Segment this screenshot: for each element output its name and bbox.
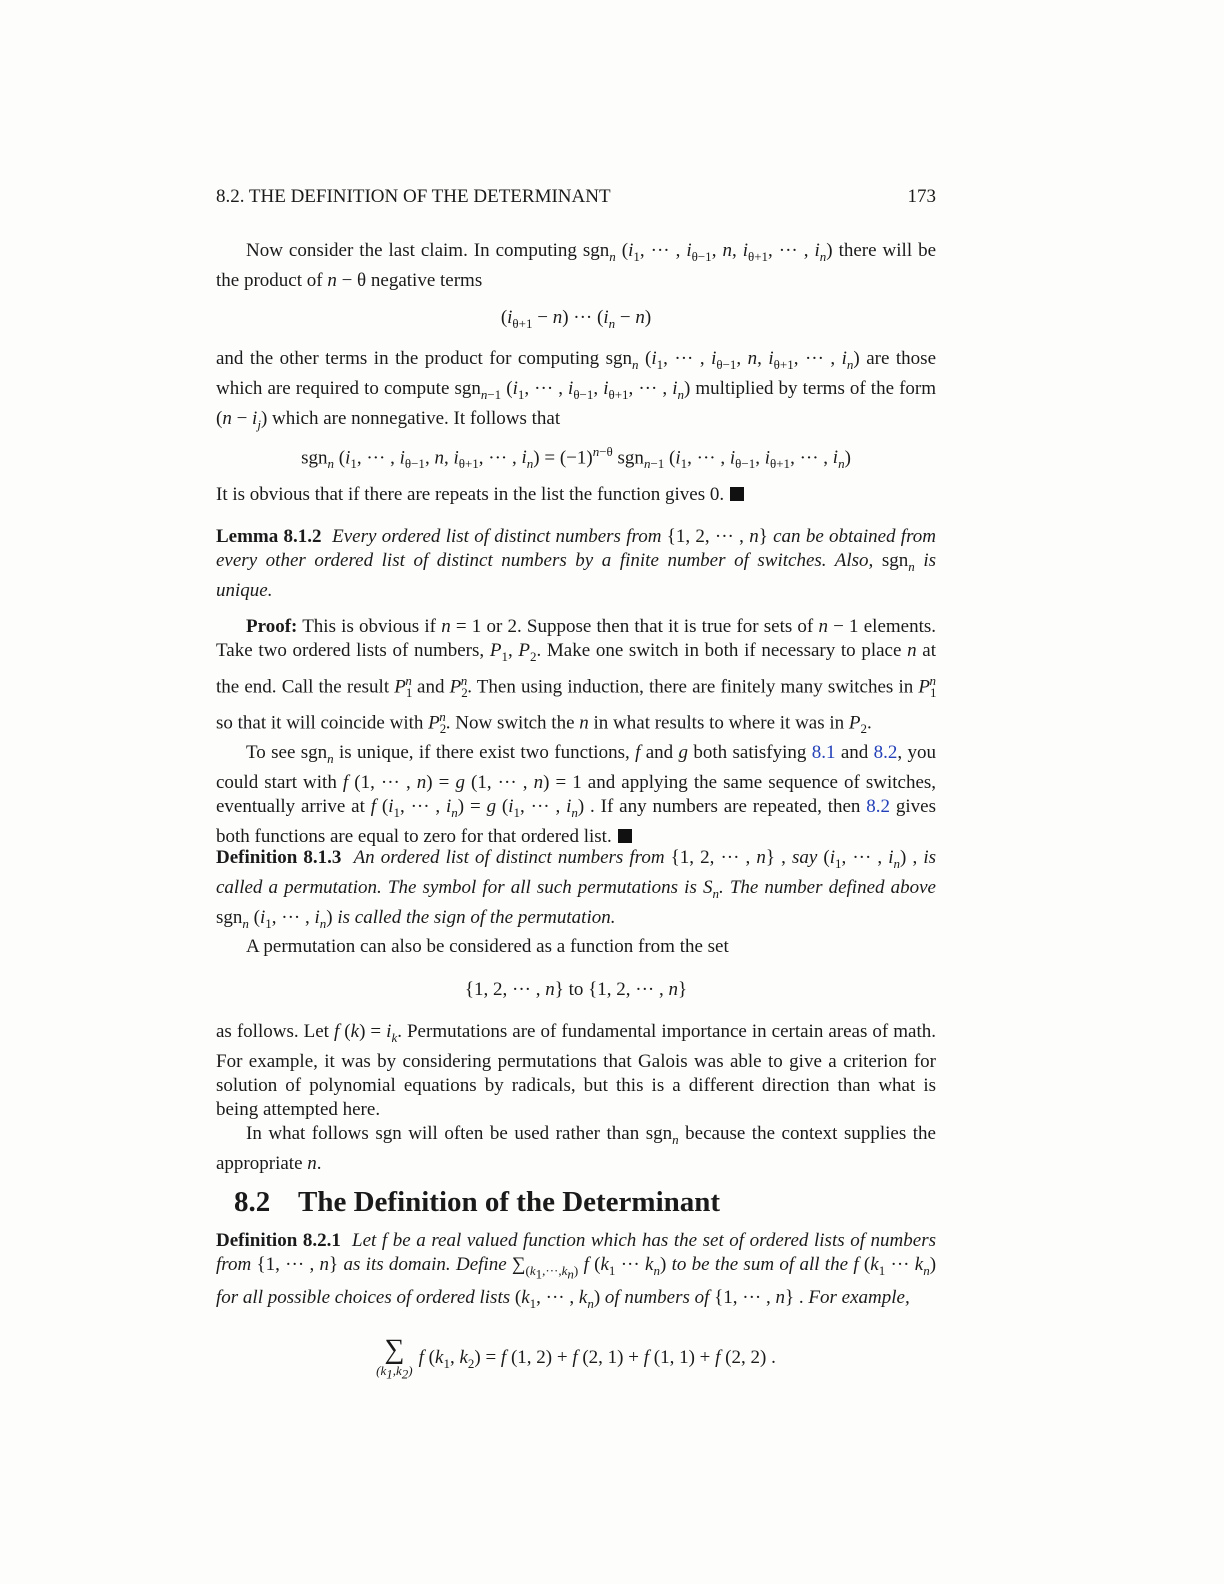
page-number: 173 — [907, 186, 936, 207]
paragraph-last-claim: Now consider the last claim. In computing sgn$_n$ ($i_1$, ··· , $i_{\theta-1}$, n, $i_{\theta+1}$, ··· , $i_n$) there will be the product of n − θ negative terms — [216, 240, 937, 291]
running-header — [216, 186, 936, 208]
paragraph-permutation-function: A permutation can also be considered as a function from the set — [246, 936, 729, 957]
equation-sign-relation: sgn$_n$ ($i_1$, ··· , $i_{\theta-1}$, n, $i_{\theta+1}$, ··· , $i_n) = (-1)^{n-\theta}$ sgn$_{n-1}$ ($i_1$, ··· , $i_{\theta-1}$, $i_{\theta+1}$, ··· , $i_n$) — [301, 444, 851, 472]
equation-set-map: {1, 2, ··· , n} to {1, 2, ··· , n} — [464, 979, 688, 1000]
definition-8-1-3: Definition 8.1.3 An ordered list of distinct numbers from {1, 2, ··· , n} , say ($i_1$, ··· , $i_n$) , is called a permutation. The symbol for all such permutations is $S_n$. The number defined above sgn$_n$ ($i_1$, ··· , $i_n$) is called the sign of the permutation. — [216, 847, 937, 931]
equation-sum-example: ∑ $(k_1,k_2)$ f ($k_1$, $k_2) = f$ (1, 2) + f (2, 1) + f (1, 1) + f (2, 2) . — [376, 1334, 776, 1382]
qed-symbol — [618, 829, 632, 843]
lemma-8-1-2: Lemma 8.1.2 Every ordered list of distinct numbers from {1, 2, ··· , n} can be obtained from every other ordered list of distinct numbers by a finite number of switches. Also, sgn$_n$ is unique. — [216, 526, 937, 601]
section-number: 8.2 — [234, 1186, 271, 1218]
definition-label-821: Definition 8.2.1 — [216, 1230, 341, 1251]
definition-label: Definition 8.1.3 — [216, 847, 342, 868]
ref-eq-8-1[interactable]: 8.1 — [811, 742, 836, 764]
paragraph-as-follows: as follows. Let f $(k) = i_k$. Permutations are of fundamental importance in certain areas of math. For example, it was by considering permutations that Galois was able to give a criterion for solution of polynomial equations by radicals, but this is a different direction than what is being attempted here. In what follows sgn will often be used rather than sgn$_n$ because the context supplies the appropriate n. — [216, 1021, 936, 1174]
qed-symbol — [730, 487, 744, 501]
running-title: 8.2. THE DEFINITION OF THE DETERMINANT — [216, 186, 611, 207]
definition-8-2-1: Definition 8.2.1 Let f be a real valued function which has the set of ordered lists of numbers from {1, ··· , n} as its domain. Define $\sum_{(k_1,\cdot\cdot\cdot,k_n)}$ f ($k_1$ ··· $k_n$) to be the sum of all the f ($k_1$ ··· $k_n$) for all possible choices of ordered lists ($k_1$, ··· , $k_n$) of numbers of {1, ··· , n} . For example, — [216, 1230, 937, 1312]
paragraph-repeats: It is obvious that if there are repeats in the list the function gives 0. — [216, 483, 936, 507]
equation-negative-terms: $(i_{\theta+1} - n)$ ··· $(i_n - n)$ — [500, 307, 652, 331]
proof-block: Proof: This is obvious if n = 1 or 2. Suppose then that it is true for sets of n − 1 elements. Take two ordered lists of numbers, $P_1$, $P_2$. Make one switch in both if necessary to place n at the end. Call the result $P_1^n$ and $P_2^n$. Then using induction, there are finitely many switches in $P_1^n$ so that it will coincide with $P_2^n$. Now switch the n in what results to where it was in $P_2$. To see sgn$_n$ is unique, if there exist two functions, f and g both satisfying 8.1 and 8.2, you could start with f (1, ··· , n) = g (1, ··· , n) = 1 and applying the same sequence of switches, eventually arrive at f ($i_1$, ··· , $i_n) = g$ ($i_1$, ··· , $i_n$) . If any numbers are repeated, then 8.2 gives both functions are equal to zero for that ordered list. — [216, 616, 937, 847]
summation-symbol: ∑ $(k_1,k_2)$ — [376, 1334, 413, 1382]
ref-eq-8-2[interactable]: 8.2 — [873, 742, 898, 764]
ref-eq-8-2-second[interactable]: 8.2 — [866, 795, 891, 817]
lemma-label: Lemma 8.1.2 — [216, 526, 322, 547]
section-heading — [234, 1185, 934, 1219]
paragraph-other-terms: and the other terms in the product for computing sgn$_n$ ($i_1$, ··· , $i_{\theta-1}$, n, $i_{\theta+1}$, ··· , $i_n$) are those which are required to compute sgn$_{n-1}$ ($i_1$, ··· , $i_{\theta-1}$, $i_{\theta+1}$, ··· , $i_n$) multiplied by terms of the form $(n - i_j)$ which are nonnegative. It follows that — [216, 348, 937, 432]
section-title: The Definition of the Determinant — [298, 1186, 721, 1218]
proof-label: Proof: — [246, 616, 298, 637]
